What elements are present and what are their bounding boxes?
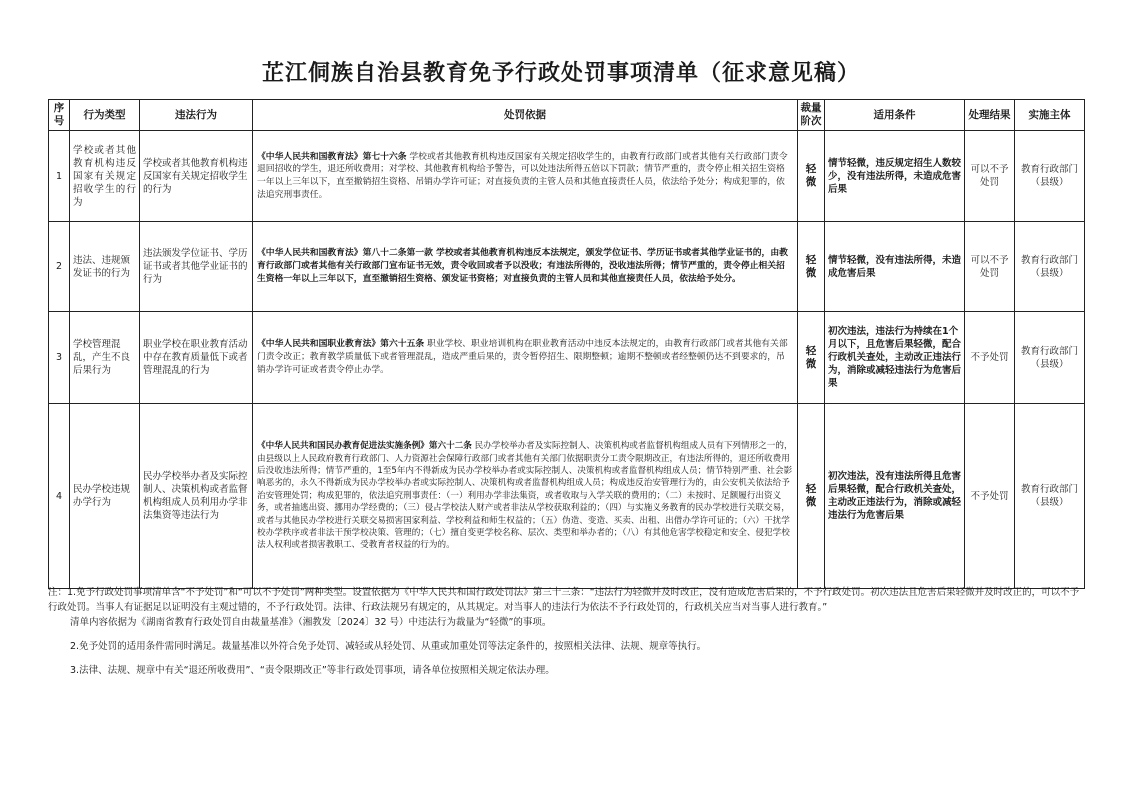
page-title: 芷江侗族自治县教育免予行政处罚事项清单（征求意见稿）	[261, 60, 860, 86]
cell-level: 轻微	[798, 222, 825, 312]
penalty-exemption-table	[48, 99, 1085, 589]
header-basis: 处罚依据	[253, 100, 798, 131]
cell-basis-text: 学校或者其他教育机构违反本法规定，颁发学位证书、学历证书或者其他学业证书的，由教育行政部门或者其他有关行政部门宣布证书无效，责令收回或者予以没收；有违法所得的，没收违法所得；情节严重的，责令停止相关招生资格一年以上三年以下，直至撤销招生资格、颁发证书资格；对直接负责的主管人员和其他直接责任人员，依法给予处分。	[257, 248, 788, 284]
cell-basis-text: 职业学校、职业培训机构在职业教育活动中违反本法规定的，由教育行政部门或者其他有关部门责令改正；教育教学质量低下或者管理混乱，造成严重后果的，责令暂停招生、限期整顿；逾期不整顿或者经整顿仍达不到要求的，吊销办学许可证或者责令停止办学。	[257, 339, 788, 375]
cell-condition: 情节轻微，违反规定招生人数较少，没有违法所得，未造成危害后果	[825, 131, 965, 222]
cell-result: 不予处罚	[965, 312, 1015, 404]
cell-subject: 教育行政部门（县级）	[1015, 312, 1085, 404]
cell-level: 轻微	[798, 404, 825, 589]
cell-result: 可以不予处罚	[965, 222, 1015, 312]
cell-basis	[253, 131, 798, 222]
cell-law-title: 《中华人民共和国教育法》第八十二条第一款	[257, 248, 433, 259]
cell-basis	[253, 312, 798, 404]
header-type: 行为类型	[70, 100, 140, 131]
cell-seq: 3	[49, 312, 70, 404]
cell-subject: 教育行政部门（县级）	[1015, 131, 1085, 222]
note-1-source: 清单内容依据为《湖南省教育行政处罚自由裁量基准》（湘教发〔2024〕32 号）中违法行为裁量为“轻微”的事项。	[70, 617, 552, 628]
header-violation: 违法行为	[140, 100, 253, 131]
cell-condition: 初次违法，违法行为持续在1个月以下，且危害后果轻微，配合行政机关查处，主动改正违法行为，消除或减轻违法行为危害后果	[825, 312, 965, 404]
cell-type: 学校或者其他教育机构违反国家有关规定招收学生的行为	[70, 131, 140, 222]
cell-law-title: 《中华人民共和国民办教育促进法实施条例》第六十二条	[257, 441, 472, 452]
header-seq: 序号	[49, 100, 70, 131]
note-3: 3.法律、法规、规章中有关“退还所收费用”、“责令限期改正”等非行政处罚事项，请各单位按照相关规定依法办理。	[70, 665, 555, 676]
cell-law-title: 《中华人民共和国教育法》第七十六条	[257, 151, 407, 162]
cell-result: 不予处罚	[965, 404, 1015, 589]
header-condition: 适用条件	[825, 100, 965, 131]
header-result: 处理结果	[965, 100, 1015, 131]
table-row	[49, 312, 1085, 404]
notes-section	[48, 585, 1088, 678]
cell-result: 可以不予处罚	[965, 131, 1015, 222]
cell-subject: 教育行政部门（县级）	[1015, 404, 1085, 589]
header-subject: 实施主体	[1015, 100, 1085, 131]
cell-type: 学校管理混乱，产生不良后果行为	[70, 312, 140, 404]
cell-seq: 1	[49, 131, 70, 222]
cell-level: 轻微	[798, 312, 825, 404]
table-row	[49, 131, 1085, 222]
cell-violation: 职业学校在职业教育活动中存在教育质量低下或者管理混乱的行为	[140, 312, 253, 404]
cell-subject: 教育行政部门（县级）	[1015, 222, 1085, 312]
cell-law-title: 《中华人民共和国职业教育法》第六十五条	[257, 339, 425, 350]
cell-violation: 学校或者其他教育机构违反国家有关规定招收学生的行为	[140, 131, 253, 222]
cell-type: 违法、违规颁发证书的行为	[70, 222, 140, 312]
cell-basis	[253, 404, 798, 589]
note-2: 2.免予处罚的适用条件需同时满足。裁量基准以外符合免予处罚、减轻或从轻处罚、从重或加重处罚等法定条件的，按照相关法律、法规、规章等执行。	[70, 641, 707, 652]
cell-basis-text: 民办学校举办者及实际控制人、决策机构或者监督机构组成人员有下列情形之一的，由县级以上人民政府教育行政部门、人力资源社会保障行政部门或者其他有关部门依据职责分工责令限期改正，有违法所得的，退还所收费用后没收违法所得；情节严重的，1至5年内不得新成为民办学校举办者或实际控制人、决策机构或者监督机构组成人员；情节特别严重、社会影响恶劣的，永久不得新成为民办学校举办者或实际控制人、决策机构或者监督机构组成人员；构成违反治安管理行为的，由公安机关依法给予治安管理处罚；构成犯罪的，依法追究刑事责任：（一）利用办学非法集资，或者收取与入学关联的费用的；（二）未按时、足额履行出资义务，或者抽逃出资、挪用办学经费的；（三）侵占学校法人财产或者非法从学校获取利益的；（四）与实施义务教育的民办学校进行关联交易，或者与其他民办学校进行关联交易损害国家利益、学校利益和师生权益的；（五）伪造、变造、买卖、出租、出借办学许可证的；（六）干扰学校办学秩序或者非法干预学校决策、管理的；（七）擅自变更学校名称、层次、类型和举办者的；（八）有其他危害学校稳定和安全、侵犯学校法人权利或者损害教职工、受教育者权益的行为的。	[257, 441, 793, 551]
cell-violation: 民办学校举办者及实际控制人、决策机构或者监督机构组成人员利用办学非法集资等违法行为	[140, 404, 253, 589]
cell-basis-text: 学校或者其他教育机构违反国家有关规定招收学生的，由教育行政部门或者其他有关行政部门责令退回招收的学生，退还所收费用；对学校、其他教育机构给予警告，可以处违法所得五倍以下罚款；情节严重的，责令停止相关招生资格一年以上三年以下，直至撤销招生资格、吊销办学许可证；对直接负责的主管人员和其他直接责任人员，依法给予处分；构成犯罪的，依法追究刑事责任。	[257, 151, 788, 200]
cell-condition: 初次违法，没有违法所得且危害后果轻微，配合行政机关查处，主动改正违法行为，消除或减轻违法行为危害后果	[825, 404, 965, 589]
cell-seq: 2	[49, 222, 70, 312]
table-header-row	[49, 100, 1085, 131]
cell-seq: 4	[49, 404, 70, 589]
header-level: 裁量阶次	[798, 100, 825, 131]
note-1: 注：1.免予行政处罚事项清单含“不予处罚”和“可以不予处罚”两种类型。设置依据为《中华人民共和国行政处罚法》第三十三条：“违法行为轻微并及时改正，没有造成危害后果的，不予行政处罚。初次违法且危害后果轻微并及时改正的，可以不予行政处罚。当事人有证据足以证明没有主观过错的，不予行政处罚。法律、行政法规另有规定的，从其规定。对当事人的违法行为依法不予行政处罚的，行政机关应当对当事人进行教育。”	[48, 587, 1080, 613]
table-row	[49, 222, 1085, 312]
table-row	[49, 404, 1085, 589]
cell-level: 轻微	[798, 131, 825, 222]
cell-condition: 情节轻微，没有违法所得，未造成危害后果	[825, 222, 965, 312]
cell-type: 民办学校违规办学行为	[70, 404, 140, 589]
cell-basis	[253, 222, 798, 312]
cell-violation: 违法颁发学位证书、学历证书或者其他学业证书的行为	[140, 222, 253, 312]
